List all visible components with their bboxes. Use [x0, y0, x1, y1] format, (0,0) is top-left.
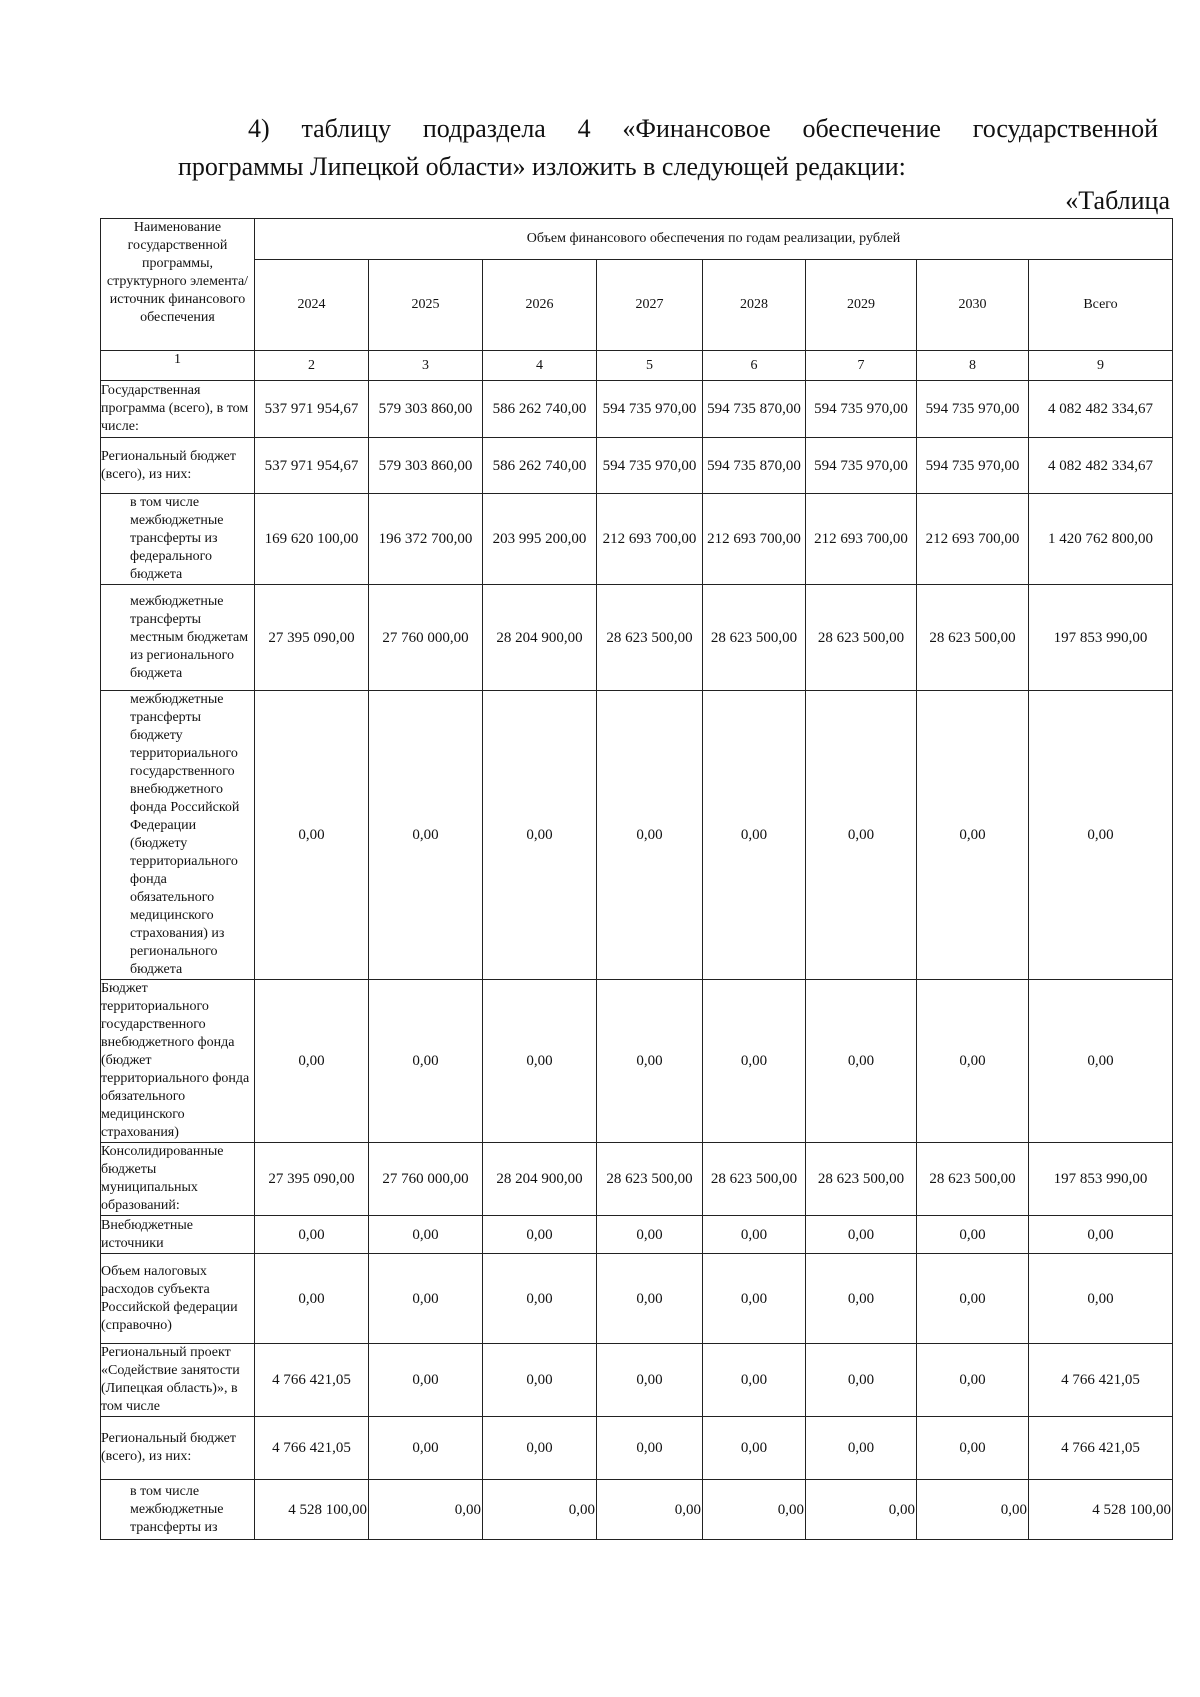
year-header: 2024 — [255, 260, 369, 351]
total-cell: 0,00 — [1029, 1254, 1173, 1344]
value-cell: 4 528 100,00 — [255, 1480, 369, 1540]
financing-group-header: Объем финансового обеспечения по годам реализации, рублей — [255, 219, 1173, 260]
table-row — [101, 381, 1173, 438]
value-cell: 0,00 — [917, 1254, 1029, 1344]
value-cell: 0,00 — [483, 980, 597, 1143]
year-header: 2025 — [369, 260, 483, 351]
value-cell: 0,00 — [703, 1216, 806, 1254]
value-cell: 0,00 — [369, 1480, 483, 1540]
table-caption: «Таблица — [1065, 186, 1170, 215]
total-cell: 4 766 421,05 — [1029, 1344, 1173, 1417]
row-name-cell: межбюджетные трансферты бюджету территориального государственного внебюджетного фонда Российской Федерации (бюджету территориального фонда обязательного медицинского страхования) из регионального бюджета — [101, 691, 255, 980]
year-header: 2027 — [597, 260, 703, 351]
value-cell: 0,00 — [703, 980, 806, 1143]
row-name-cell: Региональный проект «Содействие занятости (Липецкая область)», в том числе — [101, 1344, 255, 1417]
column-number: 1 — [101, 351, 255, 381]
financing-table — [100, 218, 1173, 1540]
value-cell: 212 693 700,00 — [703, 494, 806, 585]
value-cell: 0,00 — [597, 980, 703, 1143]
value-cell: 586 262 740,00 — [483, 438, 597, 494]
value-cell: 0,00 — [597, 691, 703, 980]
value-cell: 28 623 500,00 — [917, 1143, 1029, 1216]
intro-line-2: программы Липецкой области» изложить в следующей редакции: — [178, 152, 906, 181]
value-cell: 594 735 970,00 — [597, 381, 703, 438]
value-cell: 169 620 100,00 — [255, 494, 369, 585]
column-number: 3 — [369, 351, 483, 381]
value-cell: 594 735 970,00 — [597, 438, 703, 494]
total-cell: 197 853 990,00 — [1029, 585, 1173, 691]
value-cell: 0,00 — [369, 980, 483, 1143]
row-name-cell: Внебюджетные источники — [101, 1216, 255, 1254]
value-cell: 0,00 — [255, 1216, 369, 1254]
intro-line-1: 4) таблицу подраздела 4 «Финансовое обеспечение государственной — [248, 114, 1158, 143]
value-cell: 0,00 — [806, 1216, 917, 1254]
row-name-cell: в том числе межбюджетные трансферты из федерального бюджета — [101, 494, 255, 585]
value-cell: 0,00 — [483, 1417, 597, 1480]
total-cell: 0,00 — [1029, 691, 1173, 980]
value-cell: 28 623 500,00 — [597, 585, 703, 691]
value-cell: 212 693 700,00 — [806, 494, 917, 585]
value-cell: 594 735 870,00 — [703, 381, 806, 438]
total-cell: 4 082 482 334,67 — [1029, 438, 1173, 494]
value-cell: 0,00 — [703, 1344, 806, 1417]
total-cell: 0,00 — [1029, 980, 1173, 1143]
column-number: 5 — [597, 351, 703, 381]
table-row — [101, 1143, 1173, 1216]
value-cell: 594 735 970,00 — [917, 381, 1029, 438]
value-cell: 212 693 700,00 — [597, 494, 703, 585]
value-cell: 0,00 — [917, 1417, 1029, 1480]
value-cell: 579 303 860,00 — [369, 438, 483, 494]
value-cell: 28 623 500,00 — [806, 1143, 917, 1216]
column-number: 4 — [483, 351, 597, 381]
value-cell: 0,00 — [597, 1216, 703, 1254]
value-cell: 594 735 970,00 — [806, 438, 917, 494]
row-name-cell: Региональный бюджет (всего), из них: — [101, 1417, 255, 1480]
value-cell: 586 262 740,00 — [483, 381, 597, 438]
table-row — [101, 438, 1173, 494]
value-cell: 0,00 — [806, 1254, 917, 1344]
value-cell: 28 623 500,00 — [806, 585, 917, 691]
column-number: 9 — [1029, 351, 1173, 381]
value-cell: 0,00 — [369, 691, 483, 980]
value-cell: 0,00 — [255, 1254, 369, 1344]
value-cell: 0,00 — [597, 1417, 703, 1480]
value-cell: 27 395 090,00 — [255, 585, 369, 691]
value-cell: 0,00 — [483, 1254, 597, 1344]
value-cell: 4 766 421,05 — [255, 1344, 369, 1417]
name-column-header: Наименование государственной программы, структурного элемента/источник финансового обеспечения — [101, 219, 255, 351]
value-cell: 28 204 900,00 — [483, 585, 597, 691]
intro-paragraph — [178, 110, 1158, 186]
value-cell: 0,00 — [703, 1480, 806, 1540]
table-row — [101, 1417, 1173, 1480]
value-cell: 0,00 — [703, 1254, 806, 1344]
value-cell: 537 971 954,67 — [255, 381, 369, 438]
value-cell: 537 971 954,67 — [255, 438, 369, 494]
total-cell: 4 082 482 334,67 — [1029, 381, 1173, 438]
year-header: 2026 — [483, 260, 597, 351]
column-number: 8 — [917, 351, 1029, 381]
column-number-row — [101, 351, 1173, 381]
table-row — [101, 585, 1173, 691]
value-cell: 0,00 — [917, 980, 1029, 1143]
year-header: 2029 — [806, 260, 917, 351]
value-cell: 579 303 860,00 — [369, 381, 483, 438]
total-cell: 4 528 100,00 — [1029, 1480, 1173, 1540]
value-cell: 0,00 — [369, 1417, 483, 1480]
value-cell: 0,00 — [917, 691, 1029, 980]
value-cell: 0,00 — [597, 1480, 703, 1540]
table-row — [101, 691, 1173, 980]
row-name-cell: Региональный бюджет (всего), из них: — [101, 438, 255, 494]
table-body — [101, 381, 1173, 1540]
value-cell: 27 395 090,00 — [255, 1143, 369, 1216]
value-cell: 196 372 700,00 — [369, 494, 483, 585]
value-cell: 0,00 — [369, 1344, 483, 1417]
value-cell: 28 623 500,00 — [703, 1143, 806, 1216]
value-cell: 0,00 — [917, 1216, 1029, 1254]
value-cell: 0,00 — [483, 1216, 597, 1254]
value-cell: 0,00 — [255, 980, 369, 1143]
table-row — [101, 1216, 1173, 1254]
row-name-cell: Объем налоговых расходов субъекта Российской федерации (справочно) — [101, 1254, 255, 1344]
row-name-cell: в том числе межбюджетные трансферты из — [101, 1480, 255, 1540]
value-cell: 594 735 970,00 — [806, 381, 917, 438]
value-cell: 0,00 — [703, 691, 806, 980]
value-cell: 28 623 500,00 — [703, 585, 806, 691]
row-name-cell: Консолидированные бюджеты муниципальных образований: — [101, 1143, 255, 1216]
value-cell: 0,00 — [255, 691, 369, 980]
total-cell: 1 420 762 800,00 — [1029, 494, 1173, 585]
value-cell: 28 623 500,00 — [917, 585, 1029, 691]
table-row — [101, 1480, 1173, 1540]
column-number: 7 — [806, 351, 917, 381]
row-name-cell: Государственная программа (всего), в том числе: — [101, 381, 255, 438]
value-cell: 0,00 — [806, 1344, 917, 1417]
table-row — [101, 1254, 1173, 1344]
value-cell: 0,00 — [806, 980, 917, 1143]
value-cell: 0,00 — [369, 1216, 483, 1254]
value-cell: 0,00 — [806, 691, 917, 980]
value-cell: 212 693 700,00 — [917, 494, 1029, 585]
value-cell: 0,00 — [483, 1344, 597, 1417]
row-name-cell: межбюджетные трансферты местным бюджетам из регионального бюджета — [101, 585, 255, 691]
total-cell: 197 853 990,00 — [1029, 1143, 1173, 1216]
column-number: 2 — [255, 351, 369, 381]
value-cell: 0,00 — [369, 1254, 483, 1344]
value-cell: 0,00 — [597, 1344, 703, 1417]
row-name-cell: Бюджет территориального государственного внебюджетного фонда (бюджет территориального фонда обязательного медицинского страхования) — [101, 980, 255, 1143]
table-row — [101, 1344, 1173, 1417]
value-cell: 0,00 — [917, 1480, 1029, 1540]
column-number: 6 — [703, 351, 806, 381]
value-cell: 0,00 — [917, 1344, 1029, 1417]
value-cell: 594 735 970,00 — [917, 438, 1029, 494]
table-row — [101, 494, 1173, 585]
value-cell: 0,00 — [483, 691, 597, 980]
value-cell: 28 204 900,00 — [483, 1143, 597, 1216]
value-cell: 0,00 — [703, 1417, 806, 1480]
value-cell: 27 760 000,00 — [369, 1143, 483, 1216]
table-row — [101, 980, 1173, 1143]
value-cell: 0,00 — [806, 1480, 917, 1540]
year-header: 2030 — [917, 260, 1029, 351]
total-cell: 0,00 — [1029, 1216, 1173, 1254]
value-cell: 0,00 — [806, 1417, 917, 1480]
value-cell: 4 766 421,05 — [255, 1417, 369, 1480]
total-header: Всего — [1029, 260, 1173, 351]
value-cell: 594 735 870,00 — [703, 438, 806, 494]
value-cell: 28 623 500,00 — [597, 1143, 703, 1216]
value-cell: 0,00 — [483, 1480, 597, 1540]
value-cell: 27 760 000,00 — [369, 585, 483, 691]
value-cell: 203 995 200,00 — [483, 494, 597, 585]
total-cell: 4 766 421,05 — [1029, 1417, 1173, 1480]
value-cell: 0,00 — [597, 1254, 703, 1344]
year-header: 2028 — [703, 260, 806, 351]
